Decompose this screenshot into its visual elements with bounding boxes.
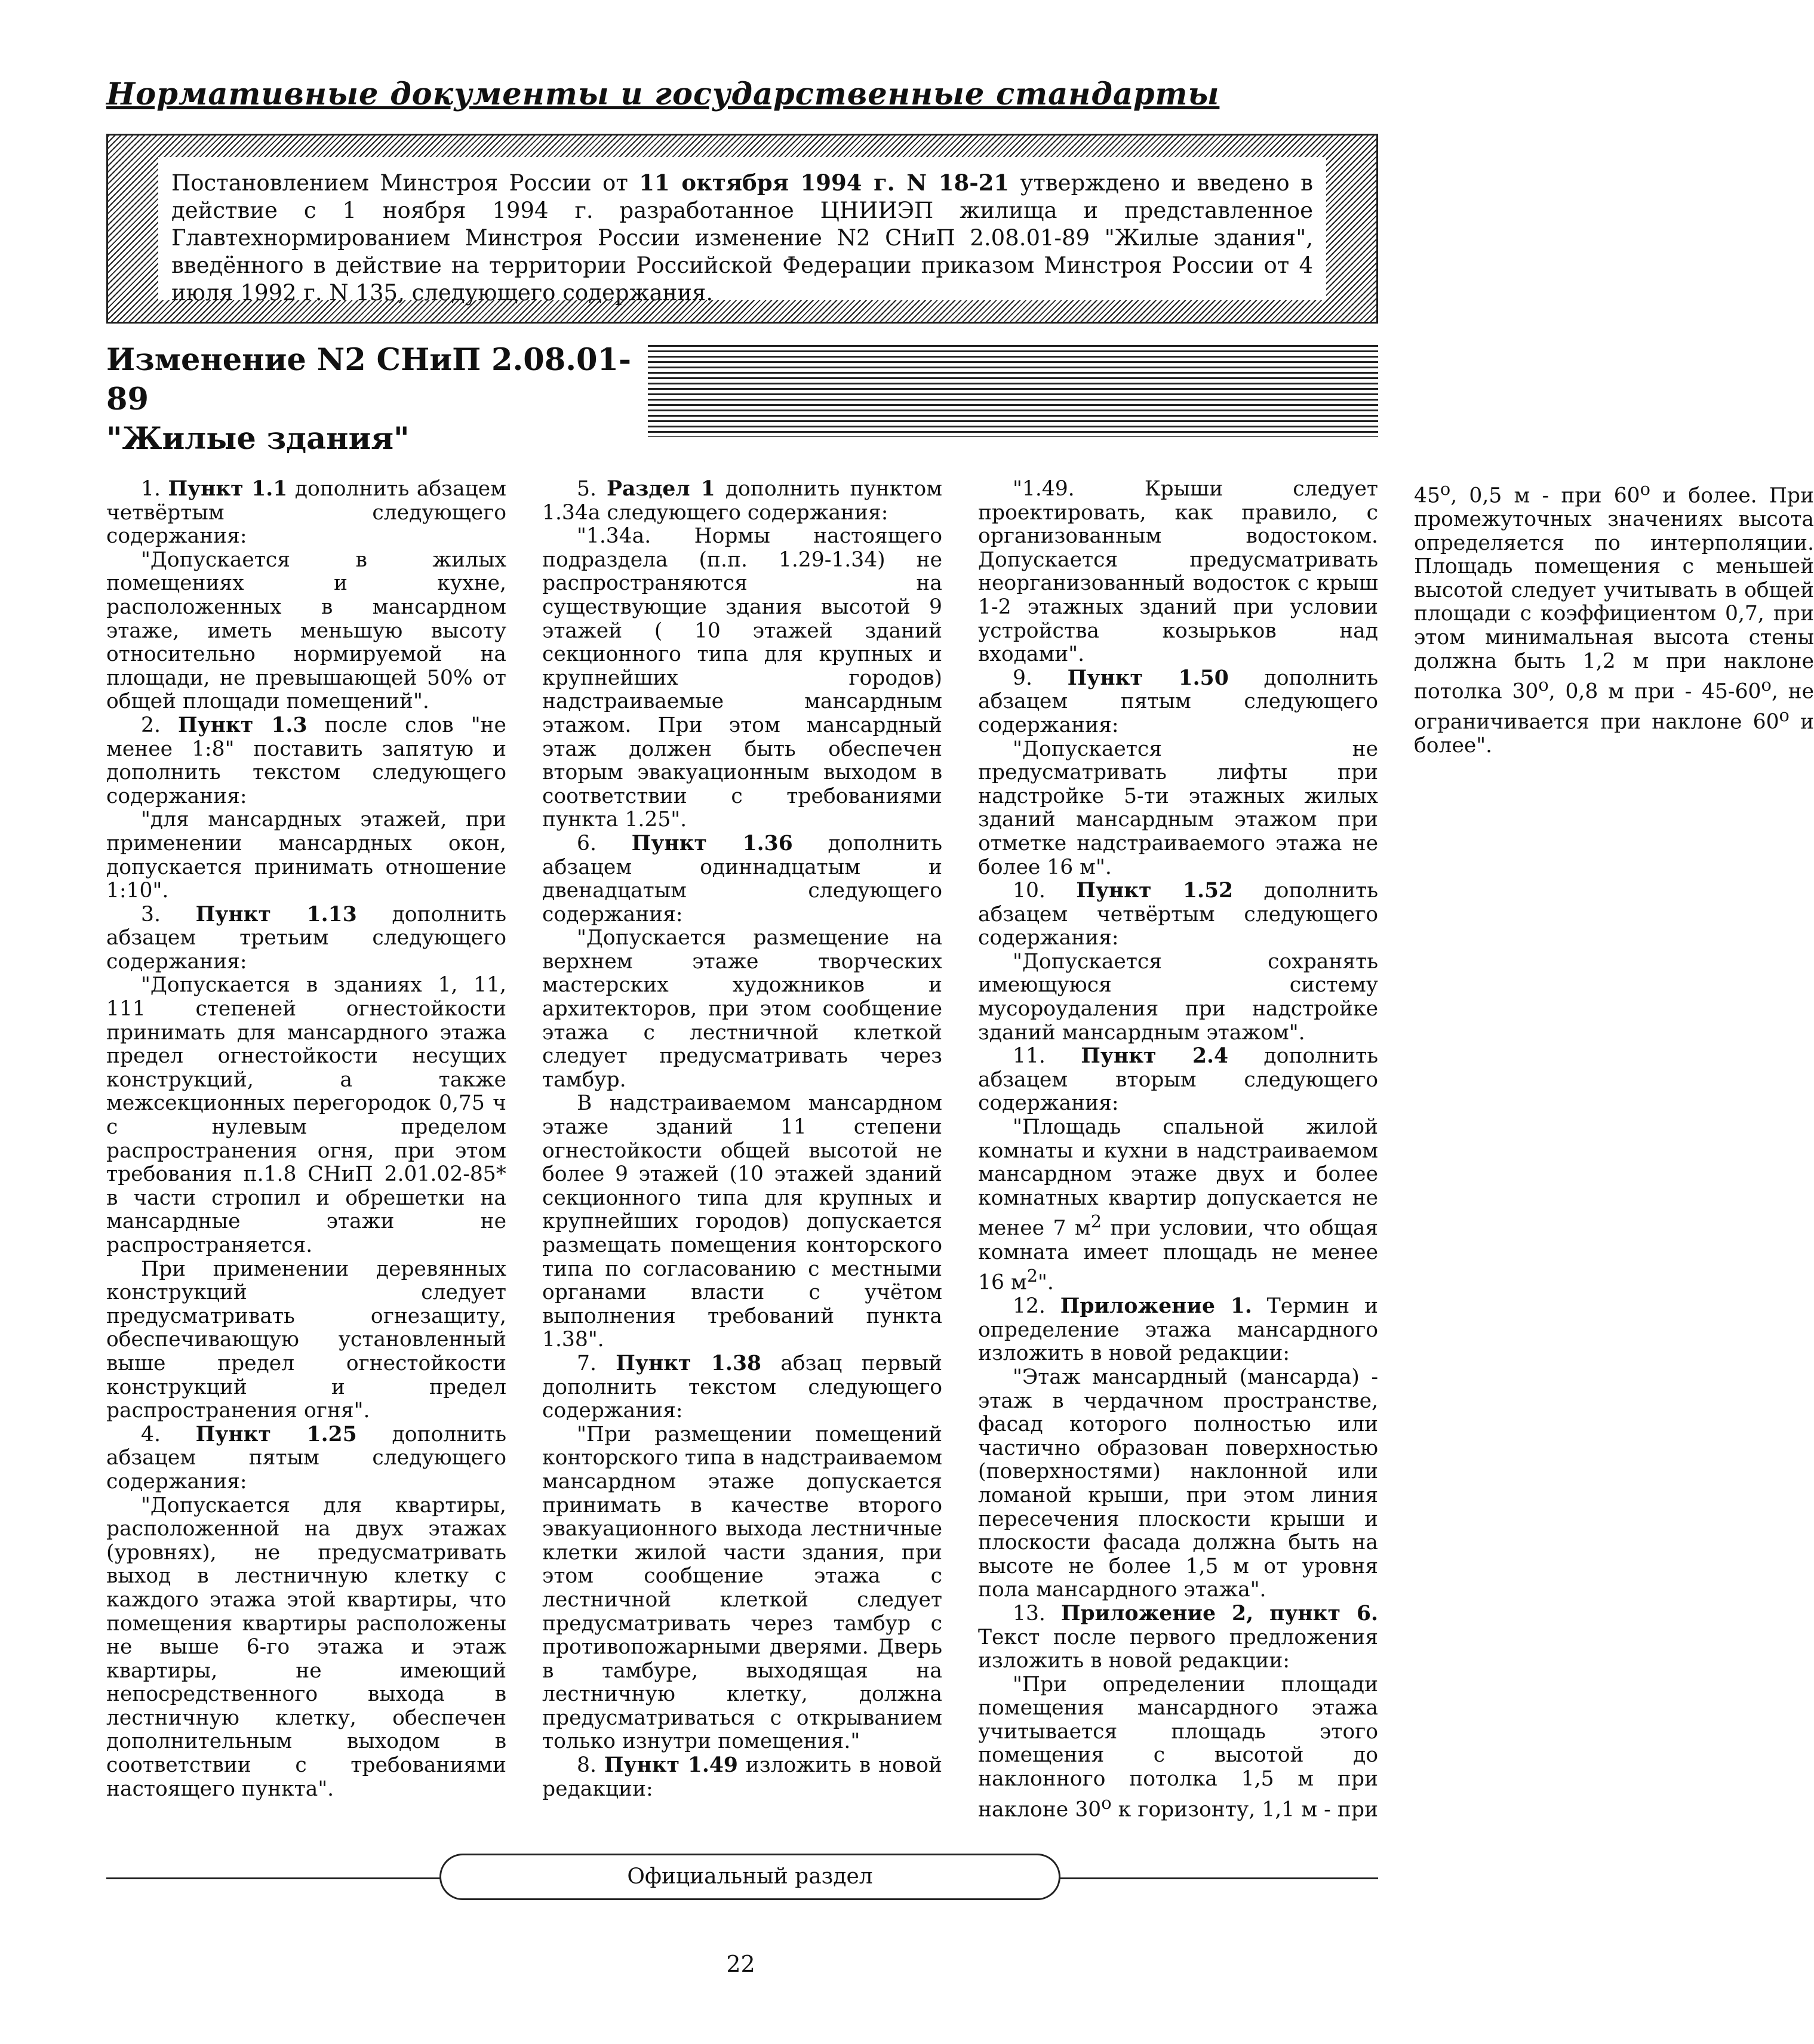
item-4: 4. Пункт 1.25 дополнить абзацем пятым следующего содержания: — [106, 1422, 506, 1494]
item-9-quote: "Допускается не предусматривать лифты при надстройке 5-ти этажных жилых зданий мансардным этажом при отметке надстраиваемого этажа не более 16 м". — [978, 737, 1378, 879]
journal-header: Нормативные документы и государственные стандарты — [106, 76, 1220, 112]
item-12: 12. Приложение 1. Термин и определение этажа мансардного изложить в новой редакции: — [978, 1294, 1378, 1366]
item-11-quote: "Площадь спальной жилой комнаты и кухни в надстраиваемом мансардном этаже двух и более комнатных квартир допускается не менее 7 $м^2$ при условии, что общая комната имеет площадь не менее 16 $м^2$". — [978, 1115, 1378, 1295]
item-6-quote-2: В надстраиваемом мансардном этаже зданий 11 степени огнестойкости общей высотой не более 9 этажей (10 этажей зданий секционного типа для крупных и крупнейших городов) допускается размещать помещения конторского типа по согласованию с местными органами власти с учётом выполнения требований пункта 1.38". — [542, 1091, 942, 1352]
item-2: 2. Пункт 1.3 после слов "не менее 1:8" поставить запятую и дополнить текстом следующего содержания: — [106, 713, 506, 808]
item-5: 5. Раздел 1 дополнить пунктом 1.34а следующего содержания: — [542, 477, 942, 525]
item-13: 13. Приложение 2, пункт 6. Текст после первого предложения изложить в новой редакции: — [978, 1601, 1378, 1673]
item-9: 9. Пункт 1.50 дополнить абзацем пятым следующего содержания: — [978, 666, 1378, 737]
item-2-quote: "для мансардных этажей, при применении мансардных окон, допускается принимать отношение 1:10". — [106, 808, 506, 903]
footer-section-label: Официальный раздел — [439, 1854, 1060, 1900]
title-line-1: Изменение N2 СНиП 2.08.01-89 — [106, 342, 632, 417]
item-6: 6. Пункт 1.36 дополнить абзацем одиннадцатым и двенадцатым следующего содержания: — [542, 831, 942, 926]
decree-text: Постановлением Минстроя России от 11 октября 1994 г. N 18-21 утверждено и введено в действие с 1 ноября 1994 г. разработанное ЦНИИЭП жилища и представленное Главтехнормированием Минстроя России изменение N2 СНиП 2.08.01-89 "Жилые здания", введённого в действие на территории Российской Федерации приказом Минстроя России от 4 июля 1992 г. N 135, следующего содержания. — [158, 157, 1326, 300]
item-11: 11. Пункт 2.4 дополнить абзацем вторым следующего содержания: — [978, 1044, 1378, 1116]
item-1: 1. Пункт 1.1 дополнить абзацем четвёртым следующего содержания: — [106, 477, 506, 549]
item-13-quote: "При определении площади помещения мансардного этажа учитывается площадь этого помещения с высотой до наклонного потолка 1,5 м при наклоне $30^о$ к горизонту, 1,1 м - при $45^о$, 0,5 м - при $60^о$ и более. При промежуточных значениях высота определяется по интерполяции. Площадь помещения с меньшей высотой следует учитывать в общей площади с коэффициентом 0,7, при этом минимальная высота стены должна быть 1,2 м при наклоне потолка $30^о$, 0,8 м при - $45-60^о$, не ограничивается при наклоне $60^о$ и более". — [978, 479, 1814, 1822]
item-7-quote: "При размещении помещений конторского типа в надстраиваемом мансардном этаже допускается принимать в качестве второго эвакуационного выхода лестничные клетки жилой части здания, при этом сообщение этажа с лестничной клеткой следует предусматривать через тамбур с противопожарными дверями. Дверь в тамбуре, выходящая на лестничную клетку, должна предусматриваться с открыванием только изнутри помещения." — [542, 1422, 942, 1754]
page-number: 22 — [726, 1951, 755, 1977]
body-columns — [106, 477, 1814, 1833]
item-5-quote: "1.34а. Нормы настоящего подраздела (п.п. 1.29-1.34) не распространяются на существующие здания высотой 9 этажей ( 10 этажей зданий секционного типа для крупных и крупнейших городов) надстраиваемые мансардным этажом. При этом мансардный этаж должен быть обеспечен вторым эвакуационным выходом в соответствии с требованиями пункта 1.25". — [542, 524, 942, 832]
item-1-quote: "Допускается в жилых помещениях и кухне, расположенных в мансардном этаже, иметь меньшую высоту относительно нормируемой на площади, не превышающей 50% от общей площади помещений". — [106, 547, 506, 714]
item-3-quote: "Допускается в зданиях 1, 11, 111 степеней огнестойкости принимать для мансардного этажа предел огнестойкости несущих конструкций, а также межсекционных перегородок 0,75 ч с нулевым пределом распространения огня, при этом требования п.1.8 СНиП 2.01.02-85* в части стропил и обрешетки на мансардные этажи не распространяется. — [106, 973, 506, 1257]
title-decoration — [648, 345, 1378, 437]
item-8-quote: "1.49. Крыши следует проектировать, как правило, с организованным водостоком. Допускается предусматривать неорганизованный водосток с крыш 1-2 этажных зданий при условии устройства козырьков над входами". — [978, 477, 1378, 667]
item-12-quote: "Этаж мансардный (мансарда) - этаж в чердачном пространстве, фасад которого полностью или частично образован поверхностью (поверхностями) наклонной или ломаной крыши, при этом линия пересечения плоскости крыши и плоскости фасада должна быть на высоте не более 1,5 м от уровня пола мансардного этажа". — [978, 1365, 1378, 1602]
item-3-quote-2: При применении деревянных конструкций следует предусматривать огнезащиту, обеспечивающую установленный выше предел огнестойкости конструкций и предел распространения огня". — [106, 1257, 506, 1423]
item-4-quote: "Допускается для квартиры, расположенной на двух этажах (уровнях), не предусматривать выход в лестничную клетку с каждого этажа этой квартиры, что помещения квартиры расположены не выше 6-го этажа и этаж квартиры, не имеющий непосредственного выхода в лестничную клетку, обеспечен дополнительным выходом в соответствии с требованиями настоящего пункта". — [106, 1493, 506, 1801]
document-title — [106, 340, 632, 458]
item-3: 3. Пункт 1.13 дополнить абзацем третьим следующего содержания: — [106, 902, 506, 974]
title-line-2: "Жилые здания" — [106, 421, 410, 457]
item-8: 8. Пункт 1.49 изложить в новой редакции: — [542, 1753, 943, 1801]
item-10: 10. Пункт 1.52 дополнить абзацем четвёртым следующего содержания: — [978, 879, 1378, 950]
item-10-quote: "Допускается сохранять имеющуюся систему мусороудаления при надстройке зданий мансардным этажом". — [978, 949, 1378, 1045]
item-6-quote: "Допускается размещение на верхнем этаже творческих мастерских художников и архитекторов, при этом сообщение этажа с лестничной клеткой следует предусматривать через тамбур. — [542, 926, 942, 1092]
decree-box — [106, 134, 1378, 324]
item-7: 7. Пункт 1.38 абзац первый дополнить текстом следующего содержания: — [542, 1351, 942, 1423]
